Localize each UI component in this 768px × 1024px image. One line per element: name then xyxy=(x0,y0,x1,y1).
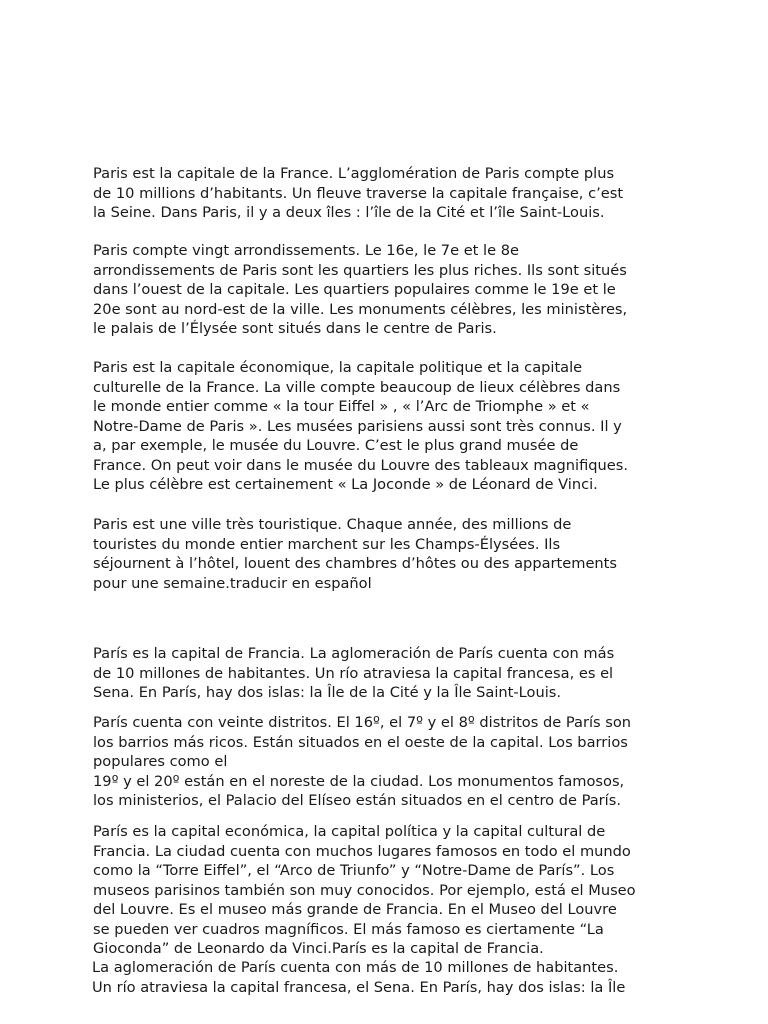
paragraph-fr-4 xyxy=(93,515,673,593)
text-line: la Seine. Dans Paris, il y a deux îles : l’île de la Cité et l’île Saint-Louis. xyxy=(93,204,605,221)
text-line: a, par exemple, le musée du Louvre. C’est le plus grand musée de xyxy=(93,437,579,454)
text-line: del Louvre. Es el museo más grande de Francia. En el Museo del Louvre xyxy=(93,901,617,918)
text-line: touristes du monde entier marchent sur les Champs-Élysées. Ils xyxy=(93,535,561,553)
text-line: Notre-Dame de Paris ». Les musées parisiens aussi sont très connus. Il y xyxy=(93,417,622,435)
text-line: arrondissements de Paris sont les quartiers les plus riches. Ils sont situés xyxy=(93,261,627,279)
text-line: se pueden ver cuadros magníficos. El más famoso es ciertamente “La xyxy=(93,920,604,938)
text-line: Francia. La ciudad cuenta con muchos lugares famosos en todo el mundo xyxy=(93,842,631,860)
text-line: Sena. En París, hay dos islas: la Île de la Cité y la Île Saint-Louis. xyxy=(93,684,562,701)
text-line: 20e sont au nord-est de la ville. Les monuments célèbres, les ministères, xyxy=(93,300,628,318)
text-line: populares como el xyxy=(93,753,228,770)
text-line: museos parisinos también son muy conocidos. Por ejemplo, está el Museo xyxy=(93,881,636,899)
text-line: Paris est la capitale de la France. L’agglomération de Paris compte plus xyxy=(93,165,615,182)
text-line: 19º y el 20º están en el noreste de la ciudad. Los monumentos famosos, xyxy=(93,772,625,790)
text-line: París es la capital económica, la capital política y la capital cultural de xyxy=(93,823,606,840)
text-line: Un río atraviesa la capital francesa, el Sena. En París, hay dos islas: la Île xyxy=(92,978,626,996)
paragraph-es-4 xyxy=(92,958,672,997)
text-line: France. On peut voir dans le musée du Louvre des tableaux magnifiques. xyxy=(93,456,629,474)
text-line: séjournent à l’hôtel, louent des chambres d’hôtes ou des appartements xyxy=(93,555,617,572)
text-line: París es la capital de Francia. La aglomeración de París cuenta con más xyxy=(93,645,615,662)
text-line: Paris est la capitale économique, la capitale politique et la capitale xyxy=(93,359,583,376)
text-line: como la “Torre Eiffel”, el “Arco de Triunfo” y “Notre-Dame de París”. Los xyxy=(93,862,615,879)
text-line: de 10 millones de habitantes. Un río atraviesa la capital francesa, es el xyxy=(93,664,614,682)
text-line: pour une semaine.traducir en español xyxy=(93,574,372,592)
paragraph-es-3 xyxy=(93,822,673,959)
text-line: Paris est une ville très touristique. Chaque année, des millions de xyxy=(93,516,572,533)
text-line: Le plus célèbre est certainement « La Joconde » de Léonard de Vinci. xyxy=(93,476,598,493)
paragraph-fr-3 xyxy=(93,358,673,495)
text-line: le monde entier comme « la tour Eiffel » , « l’Arc de Triomphe » et « xyxy=(93,398,590,415)
paragraph-fr-1 xyxy=(93,164,673,223)
text-line: los barrios más ricos. Están situados en el oeste de la capital. Los barrios xyxy=(93,733,628,751)
text-line: culturelle de la France. La ville compte beaucoup de lieux célèbres dans xyxy=(93,378,621,396)
text-line: París cuenta con veinte distritos. El 16º, el 7º y el 8º distritos de París son xyxy=(93,714,632,731)
paragraph-es-1 xyxy=(93,644,673,703)
text-line: Paris compte vingt arrondissements. Le 16e, le 7e et le 8e xyxy=(93,242,519,259)
text-line: Gioconda” de Leonardo da Vinci.París es la capital de Francia. xyxy=(93,940,544,957)
text-line: dans l’ouest de la capitale. Les quartiers populaires comme le 19e et le xyxy=(93,281,616,298)
text-line: los ministerios, el Palacio del Elíseo están situados en el centro de París. xyxy=(93,792,621,809)
text-line: La aglomeración de París cuenta con más de 10 millones de habitantes. xyxy=(92,959,619,976)
text-line: le palais de l’Élysée sont situés dans le centre de Paris. xyxy=(93,320,497,337)
paragraph-es-2 xyxy=(93,713,673,811)
text-line: de 10 millions d’habitants. Un fleuve traverse la capitale française, c’est xyxy=(93,184,624,202)
paragraph-fr-2 xyxy=(93,241,673,339)
